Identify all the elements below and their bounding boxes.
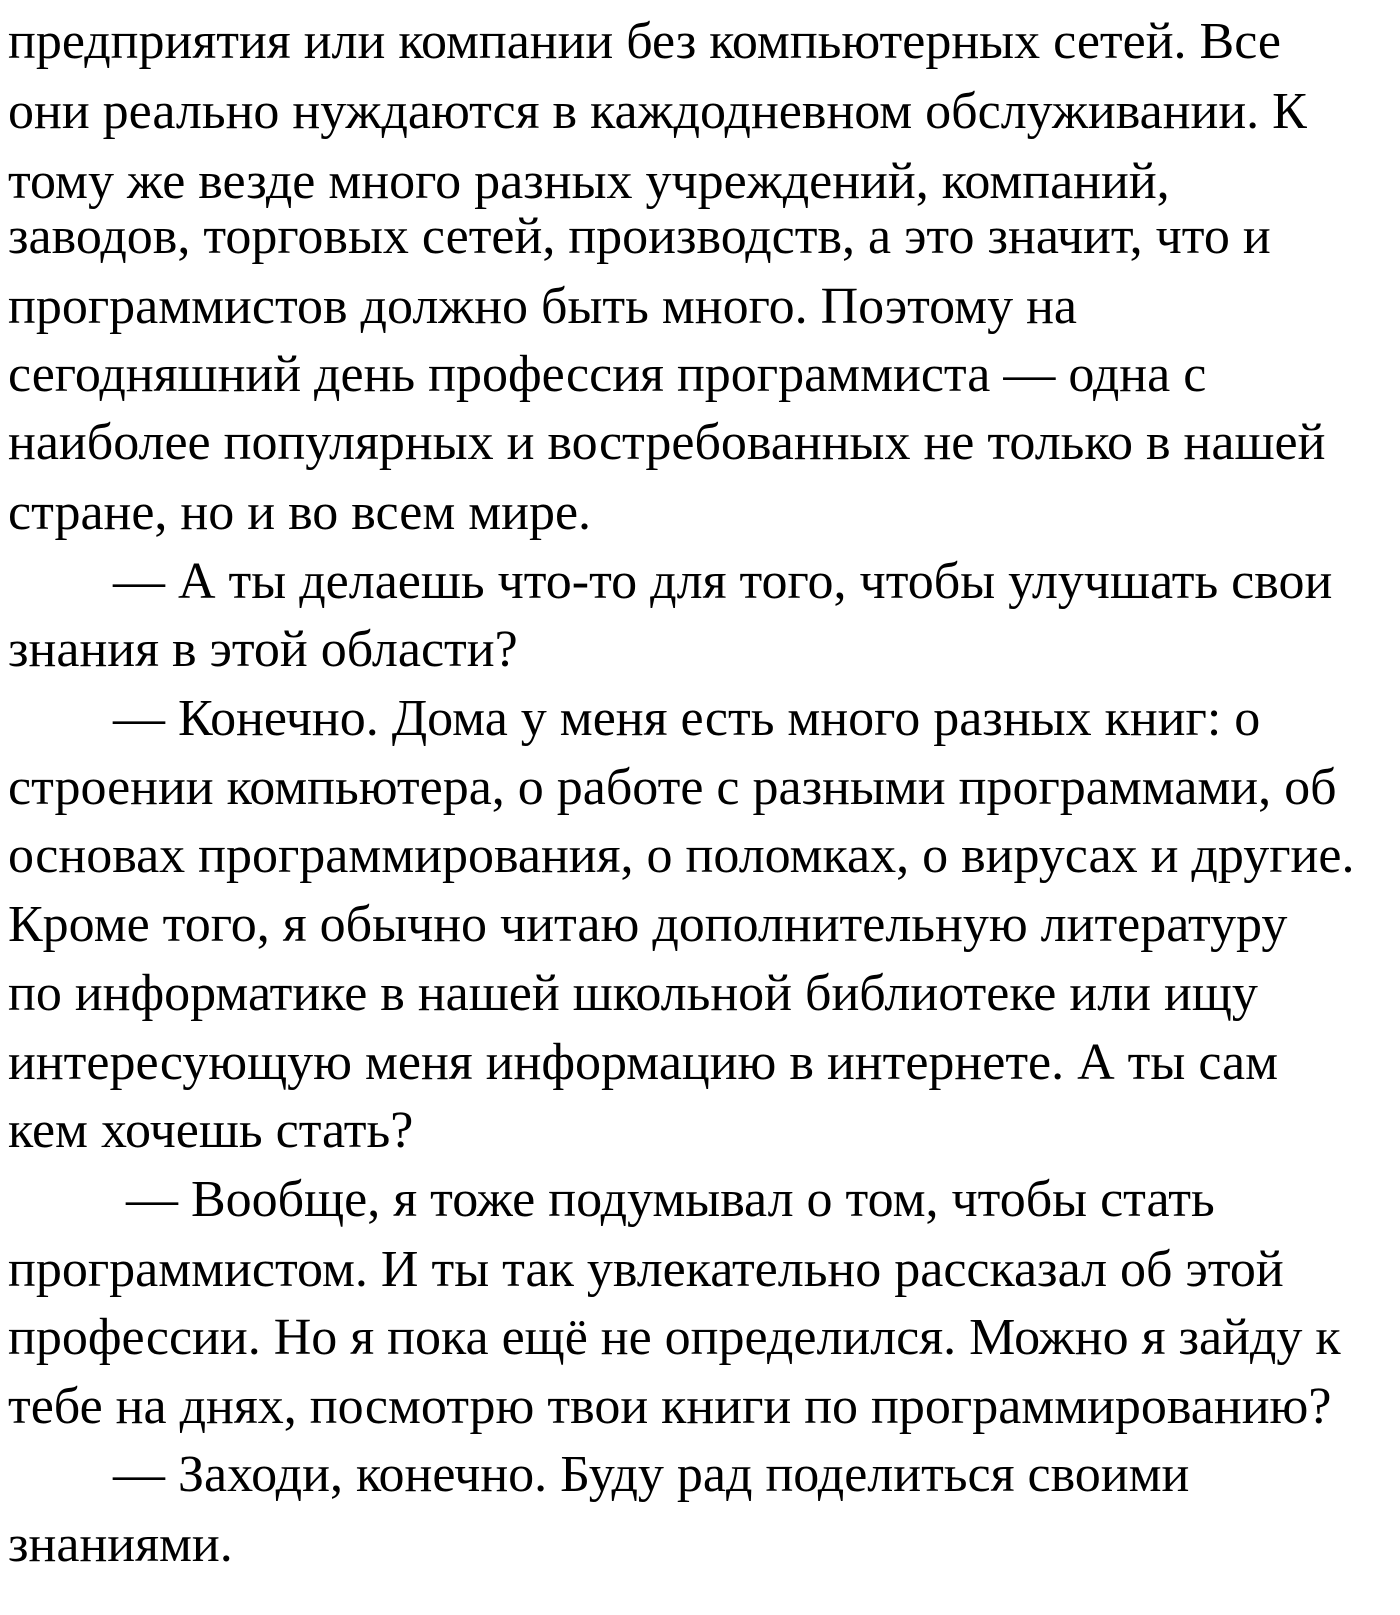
dialogue-line: — Конечно. Дома у меня есть много разных книг: о <box>113 690 1261 747</box>
text-line: наиболее популярных и востребованных не только в нашей <box>8 414 1326 471</box>
dialogue-line: — Заходи, конечно. Буду рад поделиться своими <box>113 1446 1190 1503</box>
text-line: сегодняшний день профессия программиста — одна с <box>8 346 1207 403</box>
text-line: Кроме того, я обычно читаю дополнительную литературу <box>8 896 1288 953</box>
text-line: интересующую меня информацию в интернете. А ты сам <box>8 1034 1279 1091</box>
text-line: предприятия или компании без компьютерных сетей. Все <box>8 13 1282 70</box>
text-line: стране, но и во всем мире. <box>8 484 592 541</box>
dialogue-line: — Вообще, я тоже подумывал о том, чтобы стать <box>126 1171 1215 1228</box>
text-line: тебе на днях, посмотрю твои книги по программированию? <box>8 1378 1332 1435</box>
text-line: знания в этой области? <box>8 621 518 678</box>
text-line: знаниями. <box>8 1516 233 1573</box>
document-page <box>8 0 1392 1615</box>
text-line: они реально нуждаются в каждодневном обслуживании. К <box>8 83 1307 140</box>
text-line: кем хочешь стать? <box>8 1102 414 1159</box>
text-line: профессии. Но я пока ещё не определился. Можно я зайду к <box>8 1309 1341 1366</box>
text-line: программистов должно быть много. Поэтому на <box>8 278 1077 335</box>
text-line: по информатике в нашей школьной библиотеке или ищу <box>8 965 1258 1022</box>
text-line: основах программирования, о поломках, о вирусах и другие. <box>8 827 1355 884</box>
text-line: тому же везде много разных учреждений, компаний, <box>8 153 1170 210</box>
dialogue-line: — А ты делаешь что-то для того, чтобы улучшать свои <box>113 553 1333 610</box>
text-line: заводов, торговых сетей, производств, а это значит, что и <box>8 208 1271 265</box>
text-line: строении компьютера, о работе с разными программами, об <box>8 759 1337 816</box>
text-line: программистом. И ты так увлекательно рассказал об этой <box>8 1241 1284 1298</box>
